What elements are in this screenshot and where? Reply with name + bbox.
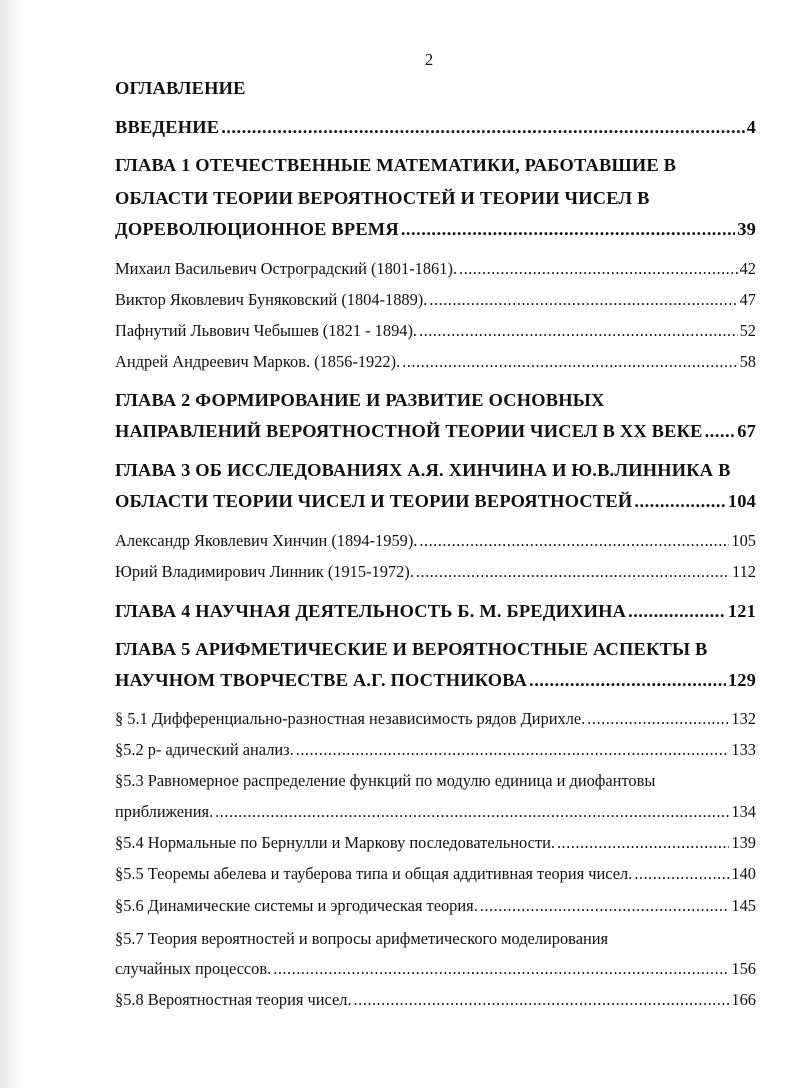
entry-text: НАПРАВЛЕНИЙ ВЕРОЯТНОСТНОЙ ТЕОРИИ ЧИСЕЛ В XX ВЕКЕ — [115, 421, 703, 441]
dot-leader — [419, 321, 738, 341]
toc-title: ОГЛАВЛЕНИЕ — [115, 78, 246, 98]
section-5-3-title-line-1: §5.3 Равномерное распределение функций по модулю единица и диофантовы — [115, 771, 656, 790]
dot-leader — [529, 670, 726, 691]
toc-entry-chapter-1 — [115, 219, 756, 240]
entry-page: 104 — [727, 491, 756, 511]
entry-text: §5.8 Вероятностная теория чисел. — [115, 990, 352, 1009]
entry-text: случайных процессов. — [115, 959, 272, 978]
entry-text: ОБЛАСТИ ТЕОРИИ ЧИСЕЛ И ТЕОРИИ ВЕРОЯТНОСТЕЙ — [115, 491, 633, 511]
entry-text: Михаил Васильевич Остроградский (1801-1861). — [115, 259, 457, 278]
entry-text: Андрей Андреевич Марков. (1856-1922). — [115, 352, 401, 371]
chapter-1-title-line-1: ГЛАВА 1 ОТЕЧЕСТВЕННЫЕ МАТЕМАТИКИ, РАБОТАВШИЕ В — [115, 155, 677, 175]
dot-leader — [634, 864, 729, 884]
entry-page: 58 — [739, 352, 756, 371]
entry-text: § 5.1 Дифференциально-разностная независимость рядов Дирихле. — [115, 709, 586, 728]
section-5-7-title-line-1: §5.7 Теория вероятностей и вопросы арифметического моделирования — [115, 929, 609, 948]
toc-entry-bunyakovsky — [115, 290, 756, 310]
entry-page: 105 — [731, 531, 756, 550]
entry-page: 52 — [739, 321, 756, 340]
dot-leader — [215, 802, 729, 822]
toc-entry-section-5-5 — [115, 864, 756, 884]
entry-page: 140 — [731, 864, 756, 883]
toc-entry-section-5-3 — [115, 802, 756, 822]
dot-leader — [416, 562, 730, 582]
toc-entry-section-5-7 — [115, 959, 756, 979]
toc-entry-chapter-2 — [115, 421, 756, 442]
dot-leader — [354, 990, 730, 1010]
toc-entry-chapter-3 — [115, 491, 756, 512]
toc-entry-linnik — [115, 562, 756, 582]
entry-text: приближения. — [115, 802, 214, 821]
entry-text: Виктор Яковлевич Буняковский (1804-1889). — [115, 290, 428, 309]
toc-entry-section-5-2 — [115, 740, 756, 760]
toc-entry-section-5-1 — [115, 709, 756, 729]
entry-text: §5.4 Нормальные по Бернулли и Маркову последовательности. — [115, 833, 555, 852]
chapter-3-title-line-1: ГЛАВА 3 ОБ ИССЛЕДОВАНИЯХ А.Я. ХИНЧИНА И Ю.В.ЛИННИКА В — [115, 460, 731, 480]
chapter-2-title-line-1: ГЛАВА 2 ФОРМИРОВАНИЕ И РАЗВИТИЕ ОСНОВНЫХ — [115, 390, 605, 410]
entry-text: Юрий Владимирович Линник (1915-1972). — [115, 562, 414, 581]
dot-leader — [429, 290, 737, 310]
entry-text: ДОРЕВОЛЮЦИОННОЕ ВРЕМЯ — [115, 219, 399, 239]
dot-leader — [221, 117, 744, 138]
toc-entry-section-5-6 — [115, 896, 756, 916]
page-number: 2 — [424, 50, 434, 69]
entry-page: 129 — [727, 670, 756, 690]
entry-text: §5.2 р- адический анализ. — [115, 740, 294, 759]
entry-page: 67 — [737, 421, 756, 441]
chapter-1-title-line-2: ОБЛАСТИ ТЕОРИИ ВЕРОЯТНОСТЕЙ И ТЕОРИИ ЧИСЕЛ В — [115, 188, 650, 208]
dot-leader — [273, 959, 729, 979]
entry-text: НАУЧНОМ ТВОРЧЕСТВЕ А.Г. ПОСТНИКОВА — [115, 670, 528, 690]
entry-page: 145 — [731, 896, 756, 915]
entry-page: 4 — [746, 117, 756, 137]
entry-text: ВВЕДЕНИЕ — [115, 117, 220, 137]
toc-entry-section-5-4 — [115, 833, 756, 853]
entry-page: 39 — [737, 219, 756, 239]
dot-leader — [705, 421, 736, 442]
entry-page: 166 — [731, 990, 756, 1009]
entry-text: ГЛАВА 4 НАУЧНАЯ ДЕЯТЕЛЬНОСТЬ Б. М. БРЕДИХИНА — [115, 601, 627, 621]
entry-text: Пафнутий Львович Чебышев (1821 - 1894). — [115, 321, 418, 340]
entry-page: 47 — [739, 290, 756, 309]
entry-page: 112 — [732, 562, 756, 581]
toc-entry-chapter-5 — [115, 670, 756, 691]
entry-page: 133 — [731, 740, 756, 759]
entry-text: §5.6 Динамические системы и эргодическая теория. — [115, 896, 478, 915]
dot-leader — [557, 833, 729, 853]
dot-leader — [459, 259, 738, 279]
entry-page: 42 — [739, 259, 756, 278]
dot-leader — [628, 601, 726, 622]
dot-leader — [419, 531, 729, 551]
toc-entry-intro — [115, 117, 756, 138]
entry-page: 121 — [727, 601, 756, 621]
toc-entry-ostrogradsky — [115, 259, 756, 279]
scan-edge-shadow — [0, 0, 22, 1088]
chapter-5-title-line-1: ГЛАВА 5 АРИФМЕТИЧЕСКИЕ И ВЕРОЯТНОСТНЫЕ АСПЕКТЫ В — [115, 639, 708, 659]
entry-text: §5.5 Теоремы абелева и тауберова типа и общая аддитивная теория чисел. — [115, 864, 633, 883]
entry-page: 134 — [731, 802, 756, 821]
toc-entry-khinchin — [115, 531, 756, 551]
dot-leader — [402, 352, 737, 372]
entry-page: 156 — [731, 959, 756, 978]
toc-entry-markov — [115, 352, 756, 372]
dot-leader — [296, 740, 730, 760]
toc-entry-section-5-8 — [115, 990, 756, 1010]
entry-page: 139 — [731, 833, 756, 852]
dot-leader — [401, 219, 735, 240]
toc-entry-chebyshev — [115, 321, 756, 341]
dot-leader — [480, 896, 730, 916]
entry-text: Александр Яковлевич Хинчин (1894-1959). — [115, 531, 418, 550]
dot-leader — [634, 491, 725, 512]
dot-leader — [587, 709, 729, 729]
entry-page: 132 — [731, 709, 756, 728]
toc-entry-chapter-4 — [115, 601, 756, 622]
